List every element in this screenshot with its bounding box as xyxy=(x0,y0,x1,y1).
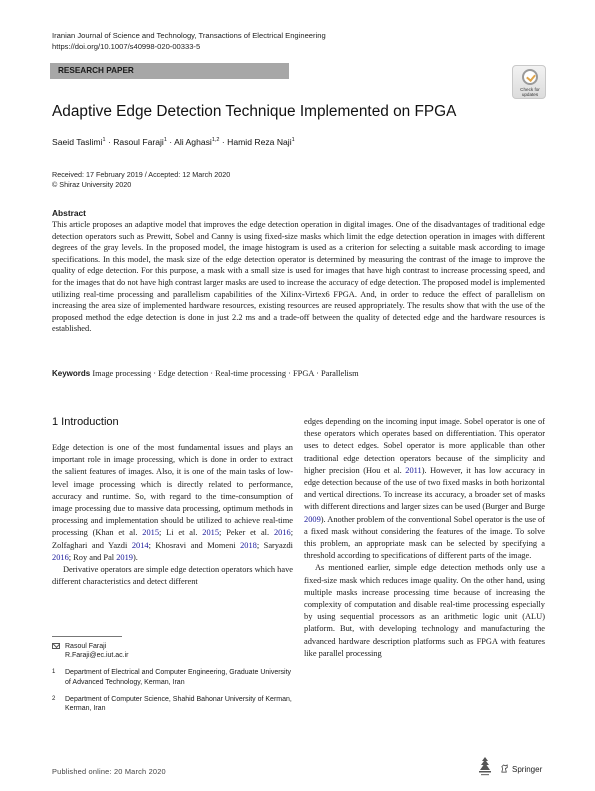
citation-link[interactable]: 2009 xyxy=(304,514,321,524)
citation-link[interactable]: 2011 xyxy=(405,465,422,475)
author-separator: · xyxy=(169,137,173,147)
university-emblem-icon xyxy=(476,756,494,778)
contact-email[interactable]: R.Faraji@ec.iut.ac.ir xyxy=(65,652,129,660)
footnote-divider xyxy=(52,636,122,637)
received-accepted: Received: 17 February 2019 / Accepted: 12 March 2020 xyxy=(52,170,231,179)
check-for-updates-button[interactable] xyxy=(512,65,546,99)
citation-link[interactable]: 2015 xyxy=(202,528,220,538)
citation-link[interactable]: 2015 xyxy=(142,528,159,538)
doi-link[interactable]: https://doi.org/10.1007/s40998-020-00333-5 xyxy=(52,42,201,51)
check-updates-label: Check for updates xyxy=(520,87,540,97)
citation-link[interactable]: 2018 xyxy=(240,540,257,550)
author-affiliation: 1 xyxy=(102,137,106,144)
body-column-right xyxy=(304,416,545,660)
springer-horse-icon xyxy=(500,764,509,773)
body-column-left xyxy=(52,442,293,588)
affiliation-text: Department of Computer Science, Shahid Bahonar University of Kerman, Kerman, Iran xyxy=(65,695,292,713)
keywords-text: Image processing · Edge detection · Real-time processing · FPGA · Parallelism xyxy=(92,369,359,378)
abstract-text: This article proposes an adaptive model that improves the edge detection operation in digital images. One of the disadvantages of traditional edge detection operators such as Prewitt, Sobel and Canny is using fixed-size masks which limit the edge detection operation in images with different degrees of the gray levels. In the proposed model, the image histogram is used as a criterion for selecting a suitable mask according to image specifications. In this model, the mask size of the edge detection operator is determined by measuring the contrast of the image to improve the quality of edge detection. For this purpose, a mask with a small size is used for images that have high contrast to increase processing speed, and for the images that do not have high contrast larger masks are used to increase the accuracy of edge detection. The proposed model is implemented utilizing real-time processing and parallelism capabilities of the Xilinx-Virtex6 FPGA. And, in order to reduce the effect of parallelism on increasing the area size of implemented hardware resources, existing resources are reused appropriately. The results show that with the use of the proposed method the edge detection is done in just 2.2 ms and a trade-off between the quality of detected edge and the hardware resources is established. xyxy=(52,220,545,334)
author-name[interactable]: Saeid Taslimi xyxy=(52,137,103,147)
citation-link[interactable]: 2019 xyxy=(116,552,133,562)
published-online: Published online: 20 March 2020 xyxy=(52,767,166,776)
affiliation-text: Department of Electrical and Computer Engineering, Graduate University of Advanced Technology, Kerman, Iran xyxy=(65,669,292,686)
citation-link[interactable]: 2014 xyxy=(131,540,149,550)
paragraph: As mentioned earlier, simple edge detection methods only use a fixed-size mask which reduces image quality. On the other hand, using multiple masks increase processing time because of increasing the complexity of computation and disable real-time processing especially by using sequential processors as an arithmetic logic unit (ALU) platform. But, with developing technology and manufacturing the advanced hardware description platforms such as FPGA with features like parallel processing xyxy=(304,563,545,658)
keywords xyxy=(52,369,545,378)
affiliation-number: 2 xyxy=(52,695,56,702)
affiliation-note xyxy=(52,695,293,713)
article-type-badge: RESEARCH PAPER xyxy=(50,63,289,79)
author-list xyxy=(52,137,295,147)
author-name[interactable]: Ali Aghasi xyxy=(174,137,212,147)
author-separator: · xyxy=(107,137,111,147)
check-updates-icon xyxy=(522,69,538,85)
author-affiliation: 1 xyxy=(291,137,295,144)
author-name[interactable]: Hamid Reza Naji xyxy=(227,137,292,147)
footnotes xyxy=(52,642,293,721)
affiliation-note xyxy=(52,668,293,686)
journal-header xyxy=(52,30,326,52)
keywords-label: Keywords xyxy=(52,369,91,378)
publisher-logo xyxy=(500,764,542,774)
publication-dates xyxy=(52,170,230,190)
copyright: © Shiraz University 2020 xyxy=(52,180,132,189)
author-affiliation: 1 xyxy=(163,137,167,144)
paper-title: Adaptive Edge Detection Technique Implemented on FPGA xyxy=(52,103,457,120)
citation-link[interactable]: 2016 xyxy=(273,528,291,538)
paragraph: Derivative operators are simple edge detection operators which have different characteristics and detect different xyxy=(52,565,293,587)
section-heading: 1 Introduction xyxy=(52,416,119,428)
contact-name: Rasoul Faraji xyxy=(65,643,107,650)
author-affiliation: 1,2 xyxy=(211,137,220,144)
paragraph: edges depending on the incoming input image. Sobel operator is one of these operators which operates based on differentiation. This operator uses to detect edges. Sobel operator is more applicable than other traditional edge detection operators because of the simplicity and higher precision (Hou et al. 2011). However, it has low accuracy in edge detection because of the use of two fixed masks in both horizontal and vertical directions. To increase its accuracy, a broader set of masks with different directions and larger sizes can be used (Burger and Burge 2009). Another problem of the conventional Sobel operator is the use of a fixed mask without considering the features of the image. To solve this problem, an appropriate mask can be selected by specifying a threshold according to specifications of different parts of the image. xyxy=(304,417,545,561)
paragraph: Edge detection is one of the most fundamental issues and plays an important role in image processing, which is done in order to extract the salient features of images. Also, it is one of the main tasks of low-level image processing which is directly related to performance, accuracy and runtime. So, with regard to the time-consumption of image processing due to massive data processing, optimum methods in processing and implementation should be utilized to achieve real-time processing (Khan et al. 2015; Li et al. 2015; Peker et al. 2016; Zolfaghari and Yazdi 2014; Khosravi and Momeni 2018; Saryazdi 2016; Roy and Pal 2019). xyxy=(52,443,294,562)
abstract-heading: Abstract xyxy=(52,208,86,218)
citation-link[interactable]: 2016 xyxy=(52,552,69,562)
journal-name: Iranian Journal of Science and Technology, Transactions of Electrical Engineering xyxy=(52,31,326,40)
affiliation-number: 1 xyxy=(52,669,56,676)
corresponding-author xyxy=(52,642,293,660)
publisher-name: Springer xyxy=(512,765,543,774)
author-name[interactable]: Rasoul Faraji xyxy=(113,137,164,147)
envelope-icon xyxy=(52,643,60,649)
author-separator: · xyxy=(221,137,225,147)
